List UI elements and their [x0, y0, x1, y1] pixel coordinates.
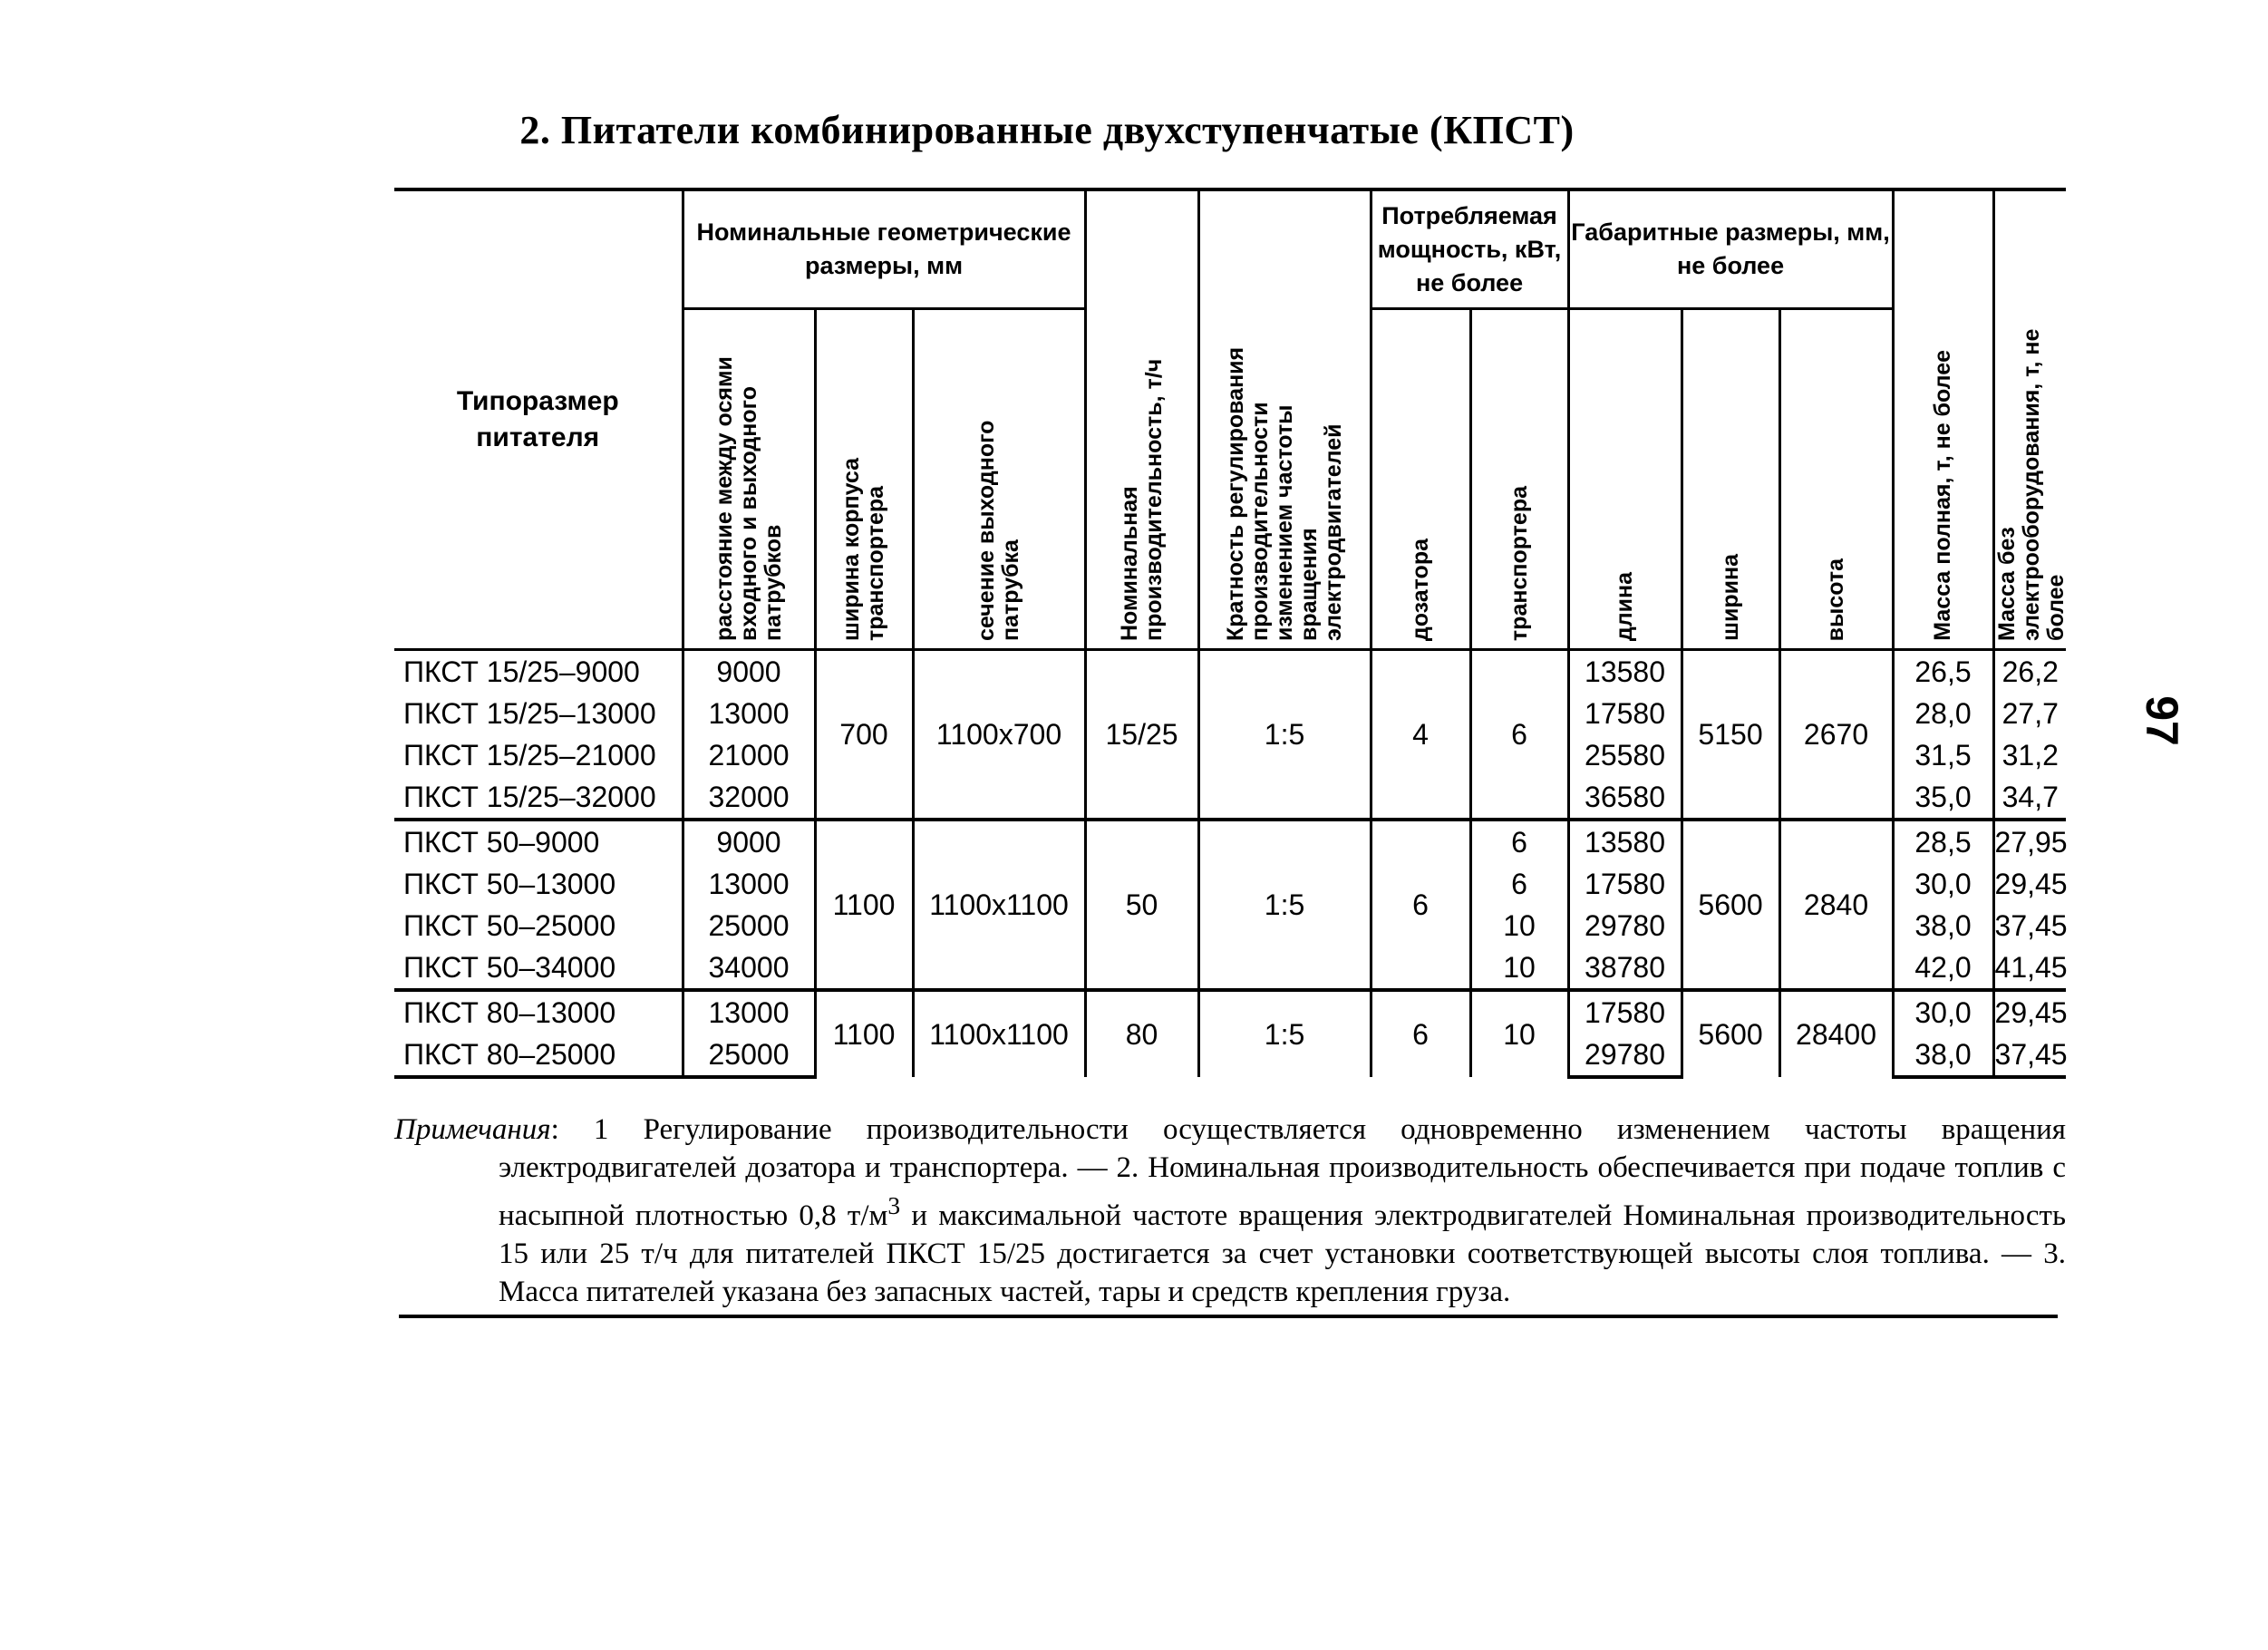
- col-regulation: Кратность регулирования производительности изменением частоты вращения электродвигателей: [1198, 189, 1371, 650]
- table-row: ПКСТ 15/25–13000 13000 17580 28,0 27,7: [394, 693, 2066, 734]
- table-group-50: [394, 820, 2066, 990]
- col-section: сечение выходного патрубка: [913, 309, 1085, 650]
- table-row: ПКСТ 15/25–21000 21000 25580 31,5 31,2: [394, 734, 2066, 776]
- col-mass-full: Масса полная, т, не более: [1893, 189, 1993, 650]
- col-group-power: Потребляемая мощность, кВт, не более: [1371, 189, 1568, 309]
- col-length: длина: [1568, 309, 1682, 650]
- table-row: ПКСТ 80–25000 25000 29780 38,0 37,45: [394, 1034, 2066, 1077]
- col-group-nominal: Номинальные геометрические размеры, мм: [683, 189, 1085, 309]
- col-width: ширина: [1682, 309, 1779, 650]
- bottom-rule: [399, 1315, 2058, 1318]
- table-row: ПКСТ 15/25–32000 32000 36580 35,0 34,7: [394, 776, 2066, 820]
- notes-label: Примечания: [394, 1113, 551, 1146]
- page-title: 2. Питатели комбинированные двухступенчатые (КПСТ): [519, 108, 1575, 152]
- table-row: ПКСТ 80–13000 13000 1100 1100x1100 80 1:5 6 10 17580 5600 28400 30,0 29,45: [394, 990, 2066, 1034]
- notes: [394, 1111, 2066, 1311]
- feeders-table: [394, 188, 2069, 1079]
- col-width-body: ширина корпуса транспортера: [815, 309, 913, 650]
- col-productivity: Номинальная производительность, т/ч: [1085, 189, 1198, 650]
- col-mass-no-equip: Масса без электрооборудования, т, не более: [1993, 189, 2066, 650]
- table-row: ПКСТ 15/25–9000 9000 700 1100x700 15/25 1:5 4 6 13580 5150 2670 26,5 26,2: [394, 650, 2066, 694]
- notes-text-2: и максимальной частоте вращения электродвигателей Номинальная производительность 15 или 25 т/ч для питателей ПКСТ 15/25 достигается за счет установки соответствующей высоты слоя топлива. — 3. Масса питателей указана без запасных частей, тары и средств крепления груза.: [499, 1199, 2066, 1308]
- col-height: высота: [1779, 309, 1893, 650]
- table-row: ПКСТ 50–34000 34000 10 38780 42,0 41,45: [394, 946, 2066, 990]
- table-group-15-25: [394, 650, 2066, 820]
- table-group-80: [394, 990, 2066, 1077]
- col-size: Типоразмер питателя: [394, 189, 683, 650]
- table-row: ПКСТ 50–25000 25000 10 29780 38,0 37,45: [394, 905, 2066, 946]
- col-dosator: дозатора: [1371, 309, 1470, 650]
- col-distance: расстояние между осями входного и выходного патрубков: [683, 309, 815, 650]
- col-conveyor: транспортера: [1470, 309, 1568, 650]
- notes-superscript: 3: [887, 1191, 901, 1219]
- table-row: ПКСТ 50–9000 9000 1100 1100x1100 50 1:5 6 6 13580 5600 2840 28,5 27,95: [394, 820, 2066, 863]
- table-header: [394, 189, 2069, 650]
- col-group-dims: Габаритные размеры, мм, не более: [1568, 189, 1893, 309]
- notes-text-1: : 1 Регулирование производительности осуществляется одновременно изменением частоты вращения электродвигателей дозатора и транспортера. — 2. Номинальная производительность обеспечивается при подаче топлив с насыпной плотностью 0,8 т/м: [499, 1113, 2066, 1232]
- table-row: ПКСТ 50–13000 13000 6 17580 30,0 29,45: [394, 863, 2066, 905]
- page-number: 97: [2137, 695, 2187, 746]
